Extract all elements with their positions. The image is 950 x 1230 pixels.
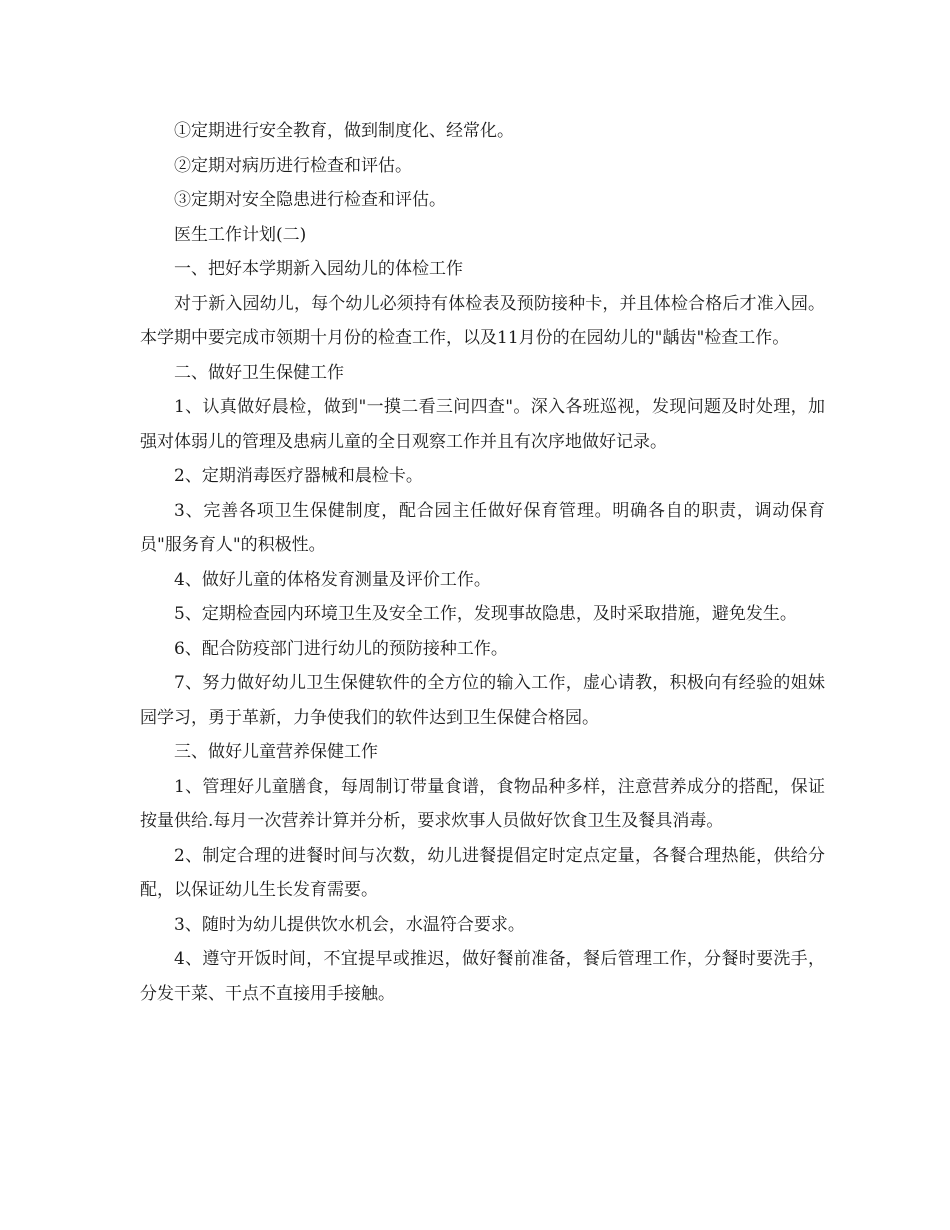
heading-nutrition: 三、做好儿童营养保健工作 bbox=[174, 742, 378, 762]
paragraph-safety-education: ①定期进行安全教育，做到制度化、经常化。 bbox=[174, 121, 514, 141]
paragraph-morning-check: 1、认真做好晨检，做到"一摸二看三问四查"。深入各班巡视，发现问题及时处理，加强对体弱儿的管理及患病儿童的全日观察工作并且有次序地做好记录。 bbox=[140, 397, 825, 452]
paragraph-health-system: 3、完善各项卫生保健制度，配合园主任做好保育管理。明确各自的职责，调动保育员"服务育人"的积极性。 bbox=[140, 500, 825, 555]
paragraph-disinfection: 2、定期消毒医疗器械和晨检卡。 bbox=[174, 466, 423, 486]
paragraph-meal-management: 1、管理好儿童膳食，每周制订带量食谱，食物品种多样，注意营养成分的搭配，保证按量供给.每月一次营养计算并分析，要求炊事人员做好饮食卫生及餐具消毒。 bbox=[140, 776, 825, 831]
paragraph-meal-time: 4、遵守开饭时间，不宜提早或推迟，做好餐前准备，餐后管理工作，分餐时要洗手，分发干菜、干点不直接用手接触。 bbox=[140, 949, 825, 1004]
heading-new-child-checkup: 一、把好本学期新入园幼儿的体检工作 bbox=[174, 259, 463, 279]
paragraph-software-input: 7、努力做好幼儿卫生保健软件的全方位的输入工作，虚心请教，积极向有经验的姐妹园学习，勇于革新，力争使我们的软件达到卫生保健合格园。 bbox=[140, 673, 825, 728]
heading-health-care: 二、做好卫生保健工作 bbox=[174, 362, 344, 383]
paragraph-meal-schedule: 2、制定合理的进餐时间与次数，幼儿进餐提倡定时定点定量，各餐合理热能，供给分配，以保证幼儿生长发育需要。 bbox=[140, 845, 825, 900]
paragraph-environment-check: 5、定期检查园内环境卫生及安全工作，发现事故隐患，及时采取措施，避免发生。 bbox=[174, 604, 797, 624]
paragraph-vaccination: 6、配合防疫部门进行幼儿的预防接种工作。 bbox=[174, 638, 508, 659]
paragraph-safety-hazards: ③定期对安全隐患进行检查和评估。 bbox=[174, 190, 446, 210]
paragraph-new-child-checkup: 对于新入园幼儿，每个幼儿必须持有体检表及预防接种卡，并且体检合格后才准入园。本学期中要完成市领期十月份的检查工作，以及11月份的在园幼儿的"龋齿"检查工作。 bbox=[140, 293, 825, 348]
paragraph-drinking-water: 3、随时为幼儿提供饮水机会，水温符合要求。 bbox=[174, 914, 525, 935]
document-page bbox=[140, 114, 825, 1011]
paragraph-medical-records: ②定期对病历进行检查和评估。 bbox=[174, 155, 412, 176]
section-title-doctor-plan: 医生工作计划(二) bbox=[174, 224, 307, 245]
paragraph-growth-measurement: 4、做好儿童的体格发育测量及评价工作。 bbox=[174, 569, 491, 590]
